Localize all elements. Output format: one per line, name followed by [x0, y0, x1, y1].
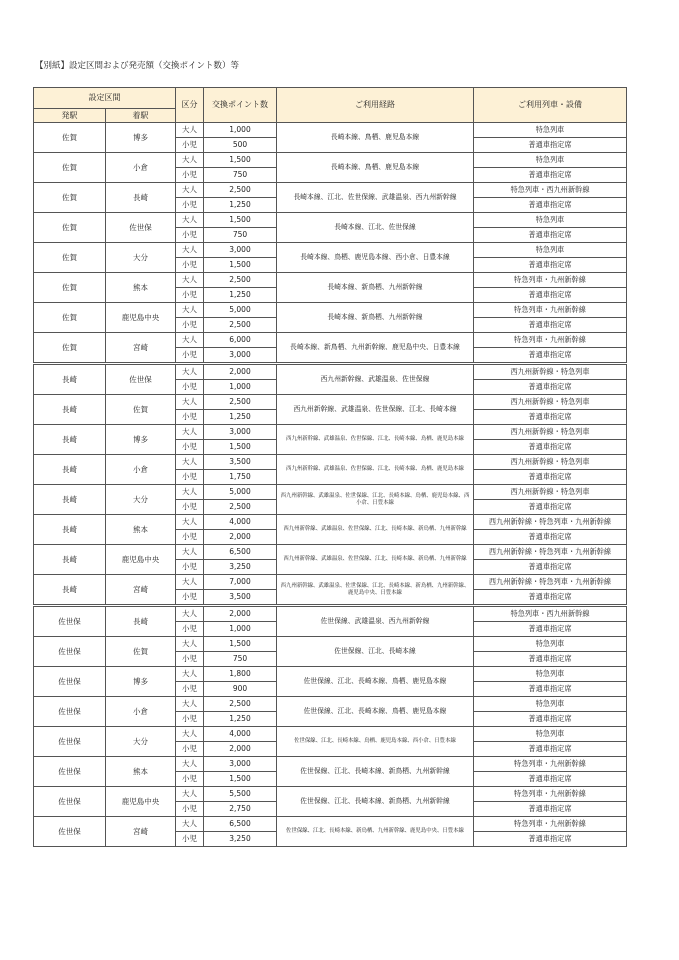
- to-station: 長崎: [106, 183, 176, 213]
- route-cell: 佐世保線、武雄温泉、西九州新幹線: [277, 606, 474, 637]
- points-child: 500: [204, 138, 277, 153]
- kubun-adult: 大人: [176, 545, 204, 560]
- from-station: 長崎: [34, 364, 106, 395]
- route-cell: 佐世保線、江北、長崎本線、新鳥栖、九州新幹線: [277, 757, 474, 787]
- points-child: 1,000: [204, 622, 277, 637]
- from-station: 長崎: [34, 545, 106, 575]
- kubun-adult: 大人: [176, 333, 204, 348]
- table-row: [34, 727, 627, 742]
- kubun-child: 小児: [176, 772, 204, 787]
- train-seat: 普通車指定席: [474, 652, 627, 667]
- kubun-adult: 大人: [176, 787, 204, 802]
- to-station: 博多: [106, 667, 176, 697]
- table-row: [34, 485, 627, 500]
- page-title: 【別紙】設定区間および発売額（交換ポイント数）等: [35, 61, 240, 71]
- train-type: 西九州新幹線・特急列車: [474, 455, 627, 470]
- train-seat: 普通車指定席: [474, 168, 627, 183]
- kubun-child: 小児: [176, 318, 204, 333]
- table-row: [34, 153, 627, 168]
- kubun-adult: 大人: [176, 515, 204, 530]
- train-seat: 普通車指定席: [474, 258, 627, 273]
- kubun-adult: 大人: [176, 213, 204, 228]
- from-station: 長崎: [34, 395, 106, 425]
- points-child: 1,750: [204, 470, 277, 485]
- train-type: 特急列車: [474, 213, 627, 228]
- header-kubun: 区分: [176, 88, 204, 123]
- kubun-adult: 大人: [176, 425, 204, 440]
- route-cell: 長崎本線、新鳥栖、九州新幹線: [277, 303, 474, 333]
- from-station: 佐賀: [34, 213, 106, 243]
- points-child: 3,500: [204, 590, 277, 606]
- train-type: 特急列車: [474, 727, 627, 742]
- train-type: 西九州新幹線・特急列車: [474, 364, 627, 380]
- route-cell: 西九州新幹線、武雄温泉、佐世保線、江北、長崎本線、新鳥栖、九州新幹線: [277, 545, 474, 575]
- table-row: [34, 395, 627, 410]
- route-cell: 長崎本線、新鳥栖、九州新幹線: [277, 273, 474, 303]
- to-station: 大分: [106, 727, 176, 757]
- from-station: 佐賀: [34, 303, 106, 333]
- train-seat: 普通車指定席: [474, 682, 627, 697]
- kubun-adult: 大人: [176, 727, 204, 742]
- from-station: 佐世保: [34, 606, 106, 637]
- to-station: 鹿児島中央: [106, 303, 176, 333]
- train-type: 特急列車・西九州新幹線: [474, 183, 627, 198]
- kubun-child: 小児: [176, 440, 204, 455]
- from-station: 佐賀: [34, 333, 106, 364]
- points-adult: 6,000: [204, 333, 277, 348]
- kubun-child: 小児: [176, 530, 204, 545]
- points-child: 900: [204, 682, 277, 697]
- points-child: 1,250: [204, 288, 277, 303]
- kubun-child: 小児: [176, 742, 204, 757]
- route-cell: 長崎本線、新鳥栖、九州新幹線、鹿児島中央、日豊本線: [277, 333, 474, 364]
- to-station: 宮崎: [106, 333, 176, 364]
- route-cell: 長崎本線、鳥栖、鹿児島本線: [277, 153, 474, 183]
- kubun-child: 小児: [176, 288, 204, 303]
- train-type: 特急列車: [474, 697, 627, 712]
- from-station: 長崎: [34, 515, 106, 545]
- table-row: [34, 123, 627, 138]
- train-type: 特急列車・九州新幹線: [474, 303, 627, 318]
- header-train: ご利用列車・設備: [474, 88, 627, 123]
- route-cell: 佐世保線、江北、長崎本線、鳥栖、鹿児島本線: [277, 667, 474, 697]
- route-cell: 長崎本線、江北、佐世保線、武雄温泉、西九州新幹線: [277, 183, 474, 213]
- train-seat: 普通車指定席: [474, 560, 627, 575]
- route-cell: 西九州新幹線、武雄温泉、佐世保線、江北、長崎本線、新鳥栖、九州新幹線、鹿児島中央、日豊本線: [277, 575, 474, 606]
- points-adult: 3,500: [204, 455, 277, 470]
- table-row: [34, 697, 627, 712]
- kubun-child: 小児: [176, 258, 204, 273]
- train-seat: 普通車指定席: [474, 410, 627, 425]
- route-cell: 西九州新幹線、武雄温泉、佐世保線、江北、長崎本線、新鳥栖、九州新幹線: [277, 515, 474, 545]
- points-adult: 7,000: [204, 575, 277, 590]
- kubun-adult: 大人: [176, 243, 204, 258]
- train-type: 特急列車: [474, 667, 627, 682]
- table-row: [34, 545, 627, 560]
- kubun-child: 小児: [176, 348, 204, 364]
- kubun-child: 小児: [176, 560, 204, 575]
- table-row: [34, 333, 627, 348]
- train-seat: 普通車指定席: [474, 772, 627, 787]
- train-seat: 普通車指定席: [474, 530, 627, 545]
- points-child: 750: [204, 168, 277, 183]
- route-cell: 西九州新幹線、武雄温泉、佐世保線: [277, 364, 474, 395]
- table-row: [34, 303, 627, 318]
- points-adult: 4,000: [204, 515, 277, 530]
- points-adult: 5,500: [204, 787, 277, 802]
- kubun-adult: 大人: [176, 637, 204, 652]
- points-adult: 2,000: [204, 606, 277, 622]
- points-child: 1,250: [204, 712, 277, 727]
- to-station: 小倉: [106, 153, 176, 183]
- train-seat: 普通車指定席: [474, 832, 627, 847]
- points-child: 750: [204, 652, 277, 667]
- table-row: [34, 667, 627, 682]
- kubun-child: 小児: [176, 682, 204, 697]
- header-points: 交換ポイント数: [204, 88, 277, 123]
- points-child: 2,500: [204, 500, 277, 515]
- points-adult: 6,500: [204, 817, 277, 832]
- from-station: 長崎: [34, 455, 106, 485]
- points-adult: 2,500: [204, 395, 277, 410]
- train-type: 特急列車・九州新幹線: [474, 757, 627, 772]
- points-child: 2,000: [204, 530, 277, 545]
- table-row: [34, 455, 627, 470]
- train-seat: 普通車指定席: [474, 622, 627, 637]
- points-adult: 4,000: [204, 727, 277, 742]
- kubun-adult: 大人: [176, 817, 204, 832]
- train-seat: 普通車指定席: [474, 712, 627, 727]
- points-child: 750: [204, 228, 277, 243]
- table-row: [34, 273, 627, 288]
- to-station: 小倉: [106, 697, 176, 727]
- points-child: 1,250: [204, 410, 277, 425]
- header-from: 発駅: [34, 109, 106, 123]
- points-adult: 2,500: [204, 697, 277, 712]
- points-adult: 1,500: [204, 213, 277, 228]
- train-seat: 普通車指定席: [474, 318, 627, 333]
- points-child: 1,250: [204, 198, 277, 213]
- kubun-child: 小児: [176, 652, 204, 667]
- to-station: 小倉: [106, 455, 176, 485]
- kubun-adult: 大人: [176, 153, 204, 168]
- points-child: 1,000: [204, 380, 277, 395]
- points-child: 3,250: [204, 832, 277, 847]
- train-seat: 普通車指定席: [474, 228, 627, 243]
- kubun-adult: 大人: [176, 606, 204, 622]
- train-type: 特急列車・九州新幹線: [474, 273, 627, 288]
- points-child: 2,750: [204, 802, 277, 817]
- points-adult: 3,000: [204, 425, 277, 440]
- from-station: 長崎: [34, 485, 106, 515]
- route-cell: 佐世保線、江北、長崎本線: [277, 637, 474, 667]
- kubun-child: 小児: [176, 622, 204, 637]
- route-cell: 長崎本線、鳥栖、鹿児島本線: [277, 123, 474, 153]
- points-child: 1,500: [204, 258, 277, 273]
- from-station: 佐賀: [34, 123, 106, 153]
- from-station: 佐賀: [34, 243, 106, 273]
- kubun-adult: 大人: [176, 273, 204, 288]
- table-row: [34, 575, 627, 590]
- from-station: 佐世保: [34, 817, 106, 847]
- route-cell: 佐世保線、江北、長崎本線、鳥栖、鹿児島本線、西小倉、日豊本線: [277, 727, 474, 757]
- kubun-child: 小児: [176, 168, 204, 183]
- points-child: 1,500: [204, 772, 277, 787]
- train-seat: 普通車指定席: [474, 500, 627, 515]
- train-seat: 普通車指定席: [474, 590, 627, 606]
- kubun-child: 小児: [176, 380, 204, 395]
- to-station: 宮崎: [106, 575, 176, 606]
- header-section: 設定区間: [34, 88, 176, 109]
- to-station: 佐世保: [106, 364, 176, 395]
- from-station: 長崎: [34, 575, 106, 606]
- table-row: [34, 213, 627, 228]
- from-station: 長崎: [34, 425, 106, 455]
- train-seat: 普通車指定席: [474, 288, 627, 303]
- train-type: 特急列車・九州新幹線: [474, 817, 627, 832]
- fare-table: [33, 87, 627, 847]
- kubun-child: 小児: [176, 712, 204, 727]
- points-child: 2,000: [204, 742, 277, 757]
- header-route: ご利用経路: [277, 88, 474, 123]
- train-type: 特急列車: [474, 637, 627, 652]
- train-seat: 普通車指定席: [474, 802, 627, 817]
- to-station: 熊本: [106, 757, 176, 787]
- route-cell: 佐世保線、江北、長崎本線、鳥栖、鹿児島本線: [277, 697, 474, 727]
- kubun-adult: 大人: [176, 697, 204, 712]
- kubun-adult: 大人: [176, 183, 204, 198]
- kubun-child: 小児: [176, 410, 204, 425]
- kubun-adult: 大人: [176, 757, 204, 772]
- train-type: 西九州新幹線・特急列車: [474, 485, 627, 500]
- table-row: [34, 606, 627, 622]
- train-type: 特急列車・西九州新幹線: [474, 606, 627, 622]
- from-station: 佐世保: [34, 787, 106, 817]
- from-station: 佐世保: [34, 637, 106, 667]
- route-cell: 長崎本線、鳥栖、鹿児島本線、西小倉、日豊本線: [277, 243, 474, 273]
- to-station: 熊本: [106, 273, 176, 303]
- points-adult: 2,000: [204, 364, 277, 380]
- train-type: 特急列車: [474, 123, 627, 138]
- train-seat: 普通車指定席: [474, 742, 627, 757]
- kubun-adult: 大人: [176, 364, 204, 380]
- points-child: 2,500: [204, 318, 277, 333]
- to-station: 佐賀: [106, 637, 176, 667]
- points-adult: 2,500: [204, 273, 277, 288]
- table-row: [34, 515, 627, 530]
- train-seat: 普通車指定席: [474, 198, 627, 213]
- train-type: 西九州新幹線・特急列車・九州新幹線: [474, 545, 627, 560]
- kubun-adult: 大人: [176, 395, 204, 410]
- kubun-adult: 大人: [176, 485, 204, 500]
- to-station: 佐世保: [106, 213, 176, 243]
- points-adult: 6,500: [204, 545, 277, 560]
- to-station: 熊本: [106, 515, 176, 545]
- table-row: [34, 243, 627, 258]
- kubun-child: 小児: [176, 500, 204, 515]
- train-seat: 普通車指定席: [474, 138, 627, 153]
- table-row: [34, 637, 627, 652]
- points-adult: 1,800: [204, 667, 277, 682]
- kubun-child: 小児: [176, 802, 204, 817]
- route-cell: 西九州新幹線、武雄温泉、佐世保線、江北、長崎本線、鳥栖、鹿児島本線: [277, 425, 474, 455]
- kubun-child: 小児: [176, 590, 204, 606]
- points-child: 3,000: [204, 348, 277, 364]
- header-to: 着駅: [106, 109, 176, 123]
- kubun-adult: 大人: [176, 575, 204, 590]
- points-adult: 1,000: [204, 123, 277, 138]
- to-station: 鹿児島中央: [106, 787, 176, 817]
- fare-table-body: [34, 123, 627, 847]
- from-station: 佐世保: [34, 697, 106, 727]
- points-adult: 2,500: [204, 183, 277, 198]
- train-type: 特急列車・九州新幹線: [474, 333, 627, 348]
- points-child: 3,250: [204, 560, 277, 575]
- kubun-adult: 大人: [176, 303, 204, 318]
- to-station: 佐賀: [106, 395, 176, 425]
- kubun-adult: 大人: [176, 455, 204, 470]
- to-station: 鹿児島中央: [106, 545, 176, 575]
- kubun-child: 小児: [176, 832, 204, 847]
- route-cell: 西九州新幹線、武雄温泉、佐世保線、江北、長崎本線、鳥栖、鹿児島本線、西小倉、日豊本線: [277, 485, 474, 515]
- table-row: [34, 364, 627, 380]
- kubun-child: 小児: [176, 228, 204, 243]
- table-row: [34, 425, 627, 440]
- train-type: 西九州新幹線・特急列車・九州新幹線: [474, 575, 627, 590]
- to-station: 大分: [106, 485, 176, 515]
- to-station: 博多: [106, 425, 176, 455]
- table-row: [34, 757, 627, 772]
- train-seat: 普通車指定席: [474, 440, 627, 455]
- points-child: 1,500: [204, 440, 277, 455]
- kubun-adult: 大人: [176, 123, 204, 138]
- train-type: 西九州新幹線・特急列車: [474, 395, 627, 410]
- from-station: 佐賀: [34, 183, 106, 213]
- points-adult: 3,000: [204, 243, 277, 258]
- route-cell: 佐世保線、江北、長崎本線、新鳥栖、九州新幹線、鹿児島中央、日豊本線: [277, 817, 474, 847]
- to-station: 宮崎: [106, 817, 176, 847]
- train-seat: 普通車指定席: [474, 348, 627, 364]
- kubun-child: 小児: [176, 470, 204, 485]
- route-cell: 西九州新幹線、武雄温泉、佐世保線、江北、長崎本線: [277, 395, 474, 425]
- points-adult: 1,500: [204, 153, 277, 168]
- from-station: 佐賀: [34, 153, 106, 183]
- route-cell: 佐世保線、江北、長崎本線、新鳥栖、九州新幹線: [277, 787, 474, 817]
- points-adult: 3,000: [204, 757, 277, 772]
- train-type: 西九州新幹線・特急列車・九州新幹線: [474, 515, 627, 530]
- train-type: 特急列車・九州新幹線: [474, 787, 627, 802]
- kubun-adult: 大人: [176, 667, 204, 682]
- from-station: 佐賀: [34, 273, 106, 303]
- route-cell: 長崎本線、江北、佐世保線: [277, 213, 474, 243]
- to-station: 博多: [106, 123, 176, 153]
- table-row: [34, 787, 627, 802]
- table-row: [34, 183, 627, 198]
- train-type: 特急列車: [474, 243, 627, 258]
- points-adult: 1,500: [204, 637, 277, 652]
- train-seat: 普通車指定席: [474, 380, 627, 395]
- to-station: 長崎: [106, 606, 176, 637]
- kubun-child: 小児: [176, 138, 204, 153]
- kubun-child: 小児: [176, 198, 204, 213]
- table-row: [34, 817, 627, 832]
- points-adult: 5,000: [204, 485, 277, 500]
- points-adult: 5,000: [204, 303, 277, 318]
- route-cell: 西九州新幹線、武雄温泉、佐世保線、江北、長崎本線、鳥栖、鹿児島本線: [277, 455, 474, 485]
- train-type: 特急列車: [474, 153, 627, 168]
- to-station: 大分: [106, 243, 176, 273]
- train-seat: 普通車指定席: [474, 470, 627, 485]
- from-station: 佐世保: [34, 757, 106, 787]
- from-station: 佐世保: [34, 727, 106, 757]
- from-station: 佐世保: [34, 667, 106, 697]
- train-type: 西九州新幹線・特急列車: [474, 425, 627, 440]
